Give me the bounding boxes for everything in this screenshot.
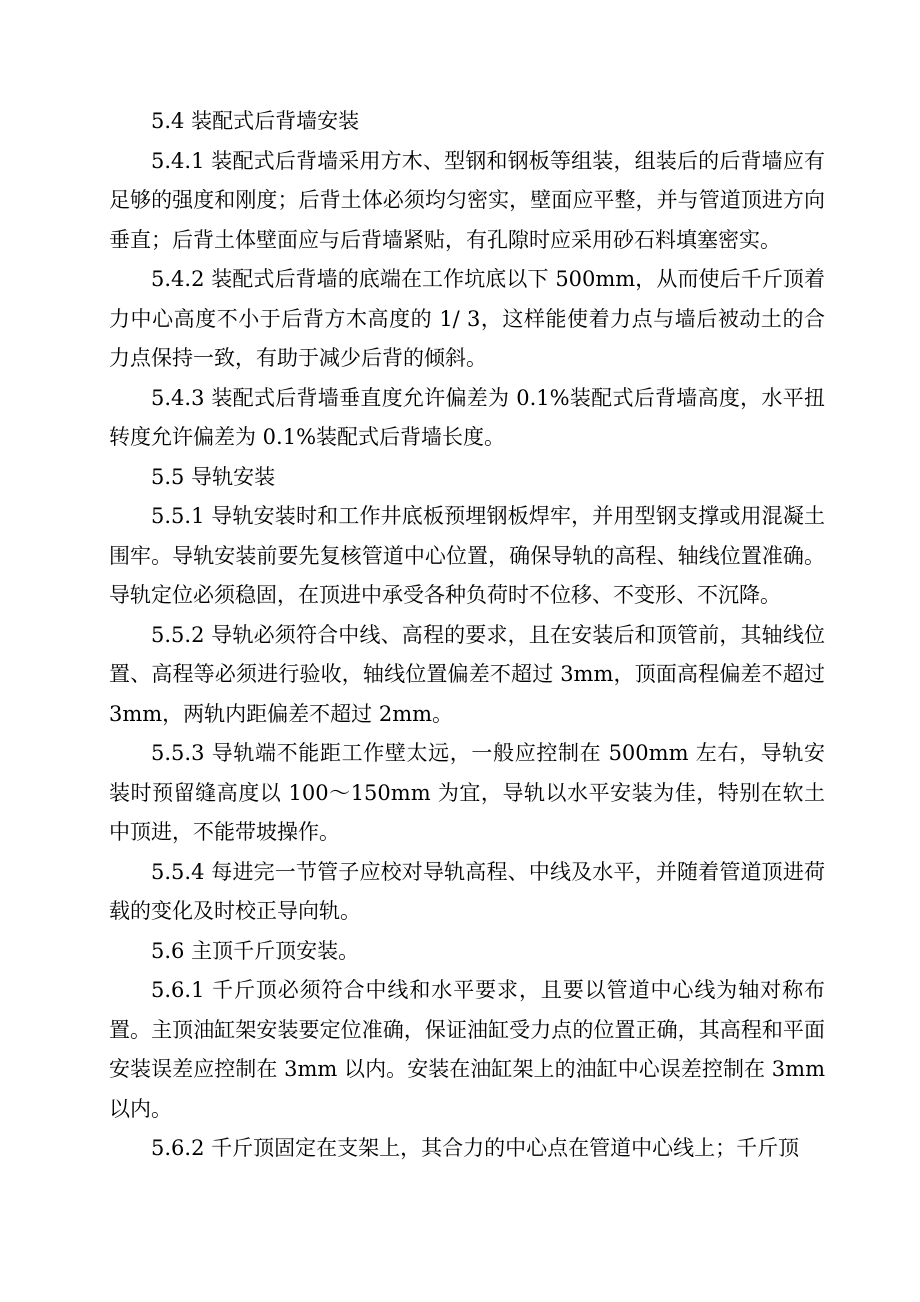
paragraph-5-4-1: 5.4.1 装配式后背墙采用方木、型钢和钢板等组装，组装后的后背墙应有足够的强度和刚度；后背土体必须均匀密实，壁面应平整，并与管道顶进方向垂直；后背土体壁面应与后背墙紧贴，有孔隙时应采用砂石料填塞密实。 bbox=[109, 148, 825, 252]
paragraph-5-5-4: 5.5.4 每进完一节管子应校对导轨高程、中线及水平，并随着管道顶进荷载的变化及时校正导向轨。 bbox=[109, 859, 825, 923]
paragraph-5-5-3: 5.5.3 导轨端不能距工作壁太远，一般应控制在 500mm 左右，导轨安装时预留缝高度以 100～150mm 为宜，导轨以水平安装为佳，特别在软土中顶进，不能带坡操作。 bbox=[109, 741, 825, 844]
document-body bbox=[109, 102, 825, 1169]
section-heading-5-4: 5.4 装配式后背墙安装 bbox=[151, 109, 360, 133]
paragraph-5-6-1: 5.6.1 千斤顶必须符合中线和水平要求，且要以管道中心线为轴对称布置。主顶油缸架安装要定位准确，保证油缸受力点的位置正确，其高程和平面安装误差应控制在 3mm 以内。安装在油缸架上的油缸中心误差控制在 3mm 以内。 bbox=[109, 978, 825, 1121]
paragraph-5-4-2: 5.4.2 装配式后背墙的底端在工作坑底以下 500mm，从而使后千斤顶着力中心高度不小于后背方木高度的 1/ 3，这样能使着力点与墙后被动土的合力点保持一致，有助于减少后背的倾斜。 bbox=[109, 267, 825, 370]
paragraph-5-6-2: 5.6.2 千斤顶固定在支架上，其合力的中心点在管道中心线上；千斤顶 bbox=[151, 1136, 800, 1160]
section-heading-5-5: 5.5 导轨安装 bbox=[151, 464, 276, 489]
section-heading-5-6: 5.6 主顶千斤顶安装。 bbox=[151, 938, 360, 963]
paragraph-5-5-2: 5.5.2 导轨必须符合中线、高程的要求，且在安装后和顶管前，其轴线位置、高程等必须进行验收，轴线位置偏差不超过 3mm，顶面高程偏差不超过 3mm，两轨内距偏差不超过 2mm。 bbox=[109, 622, 825, 726]
paragraph-5-5-1: 5.5.1 导轨安装时和工作井底板预埋钢板焊牢，并用型钢支撑或用混凝土围牢。导轨安装前要先复核管道中心位置，确保导轨的高程、轴线位置准确。导轨定位必须稳固，在顶进中承受各种负荷时不位移、不变形、不沉降。 bbox=[109, 504, 825, 607]
paragraph-5-4-3: 5.4.3 装配式后背墙垂直度允许偏差为 0.1%装配式后背墙高度，水平扭转度允许偏差为 0.1%装配式后背墙长度。 bbox=[109, 385, 825, 449]
